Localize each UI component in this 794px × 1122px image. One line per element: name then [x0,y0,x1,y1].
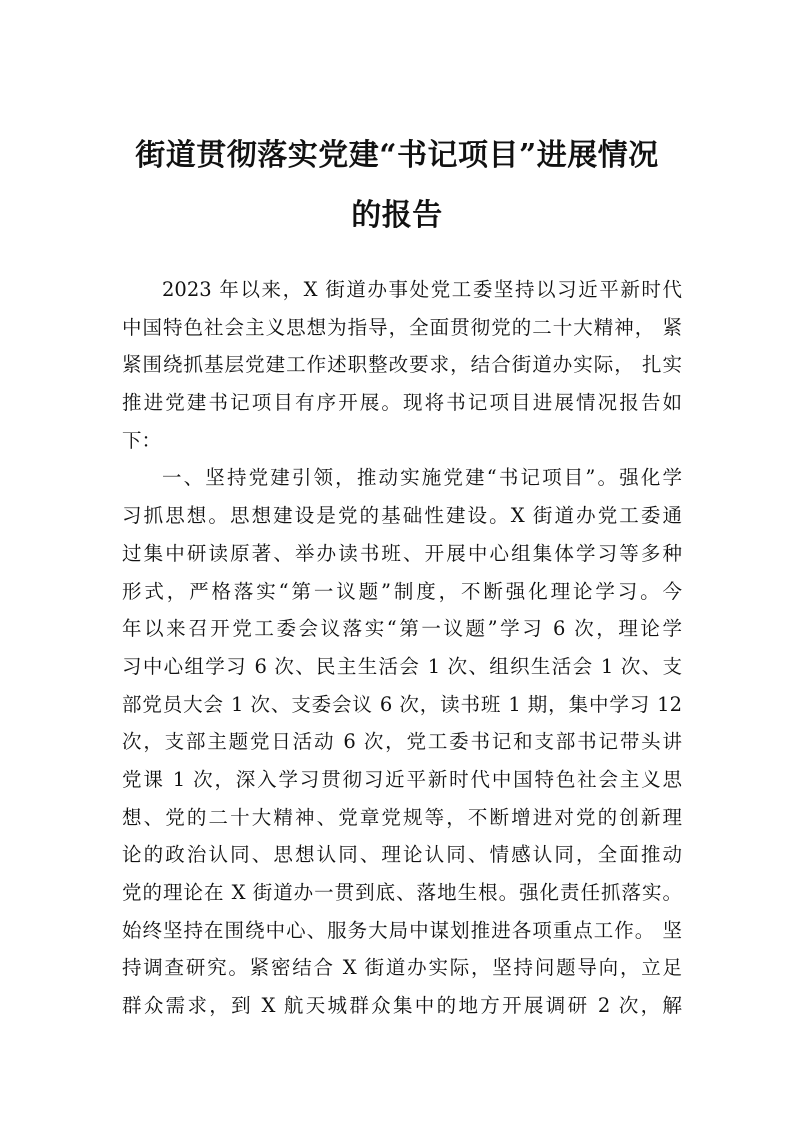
body-line: 推进党建书记项目有序开展。现将书记项目进展情况报告如 [122,391,682,415]
body-line: 论的政治认同、思想认同、理论认同、情感认同，全面推动 [122,843,682,867]
body-line: 中国特色社会主义思想为指导，全面贯彻党的二十大精神， 紧 [122,315,682,339]
body-line: 想、党的二十大精神、党章党规等，不断增进对党的创新理 [122,805,682,829]
body-line: 紧围绕抓基层党建工作述职整改要求，结合街道办实际， 扎实 [122,353,682,377]
document-title-line-1: 街道贯彻落实党建“书记项目”进展情况 [135,138,659,173]
body-line: 习中心组学习 6 次、民主生活会 1 次、组织生活会 1 次、支 [122,654,682,678]
body-line: 始终坚持在围绕中心、服务大局中谋划推进各项重点工作。 坚 [122,918,682,942]
document-body [122,271,682,1025]
body-line: 一、坚持党建引领，推动实施党建“书记项目”。强化学 [162,466,682,490]
body-line: 习抓思想。思想建设是党的基础性建设。X 街道办党工委通 [122,504,682,528]
body-line: 部党员大会 1 次、支委会议 6 次，读书班 1 期，集中学习 12 [122,692,682,716]
body-line: 党课 1 次，深入学习贯彻习近平新时代中国特色社会主义思 [122,767,682,791]
body-line: 党的理论在 X 街道办一贯到底、落地生根。强化责任抓落实。 [122,881,682,904]
body-line: 年以来召开党工委会议落实“第一议题”学习 6 次，理论学 [122,617,682,641]
body-line: 形式，严格落实“第一议题”制度，不断强化理论学习。今 [122,579,682,603]
document-title-line-2: 的报告 [351,198,443,233]
body-line: 群众需求，到 X 航天城群众集中的地方开展调研 2 次，解 [122,994,682,1018]
body-line: 次，支部主题党日活动 6 次，党工委书记和支部书记带头讲 [122,730,682,754]
body-line: 过集中研读原著、举办读书班、开展中心组集体学习等多种 [122,541,682,565]
body-line: 下： [122,428,162,452]
body-line: 2023 年以来，X 街道办事处党工委坚持以习近平新时代 [162,278,682,301]
body-line: 持调查研究。紧密结合 X 街道办实际，坚持问题导向，立足 [122,956,682,980]
